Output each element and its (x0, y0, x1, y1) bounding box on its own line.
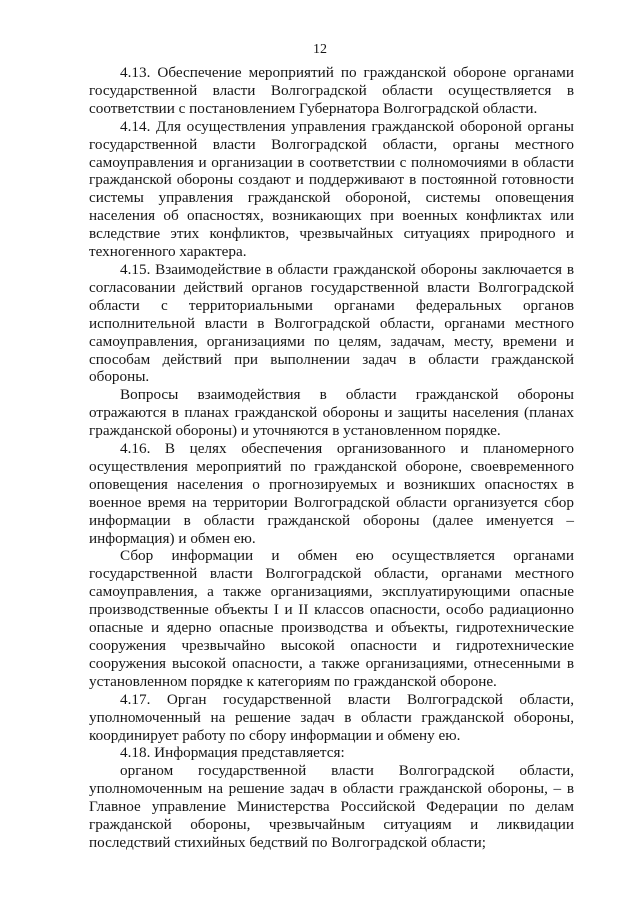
paragraph-4-14: 4.14. Для осуществления управления гражданской обороной органы государственной власти Волгоградской области, органы местного самоуправления и организации в соответствии с полномочиями в области гражданской обороны создают и поддерживают в постоянной готовности системы управления гражданской обороной, системы оповещения населения об опасностях, возникающих при военных конфликтах или вследствие этих конфликтов, чрезвычайных ситуациях природного и техногенного характера. (89, 117, 574, 261)
paragraph-information-collection: Сбор информации и обмен ею осуществляется органами государственной власти Волгоградской области, органами местного самоуправления, а также организациями, эксплуатирующими опасные производственные объекты I и II классов опасности, особо радиационно опасные и ядерно опасные производства и объекты, гидротехнические сооружения чрезвычайно высокой опасности и гидротехнические сооружения высокой опасности, а также организациями, отнесенными в установленном порядке к категориям по гражданской обороне. (89, 547, 574, 690)
paragraph-interaction-questions: Вопросы взаимодействия в области гражданской обороны отражаются в планах гражданской обороны и защиты населения (планах гражданской обороны) и уточняются в установленном порядке. (89, 386, 574, 440)
paragraph-4-15: 4.15. Взаимодействие в области гражданской обороны заключается в согласовании действий органов государственной власти Волгоградской области с территориальными органами федеральных органов исполнительной власти в Волгоградской области, органами местного самоуправления, организациями по целям, задачам, месту, времени и способам действий при выполнении задач в области гражданской обороны. (89, 260, 574, 386)
paragraph-information-body: органом государственной власти Волгоградской области, уполномоченным на решение задач в области гражданской обороны, – в Главное управление Министерства Российской Федерации по делам гражданской обороны, чрезвычайным ситуациям и ликвидации последствий стихийных бедствий по Волгоградской области; (89, 762, 574, 851)
paragraph-4-17: 4.17. Орган государственной власти Волгоградской области, уполномоченный на решение задач в области гражданской обороны, координирует работу по сбору информации и обмену ею. (89, 690, 574, 744)
paragraph-4-16: 4.16. В целях обеспечения организованного и планомерного осуществления мероприятий по гражданской обороне, своевременного оповещения населения о прогнозируемых и возникших опасностях в военное время на территории Волгоградской области организуется сбор информации в области гражданской обороны (далее именуется – информация) и обмен ею. (89, 440, 574, 547)
document-body (89, 64, 574, 852)
paragraph-4-13: 4.13. Обеспечение мероприятий по гражданской обороне органами государственной власти Волгоградской области осуществляется в соответствии с постановлением Губернатора Волгоградской области. (89, 64, 574, 117)
paragraph-4-18: 4.18. Информация представляется: (120, 744, 345, 762)
page-number: 12 (313, 42, 327, 57)
